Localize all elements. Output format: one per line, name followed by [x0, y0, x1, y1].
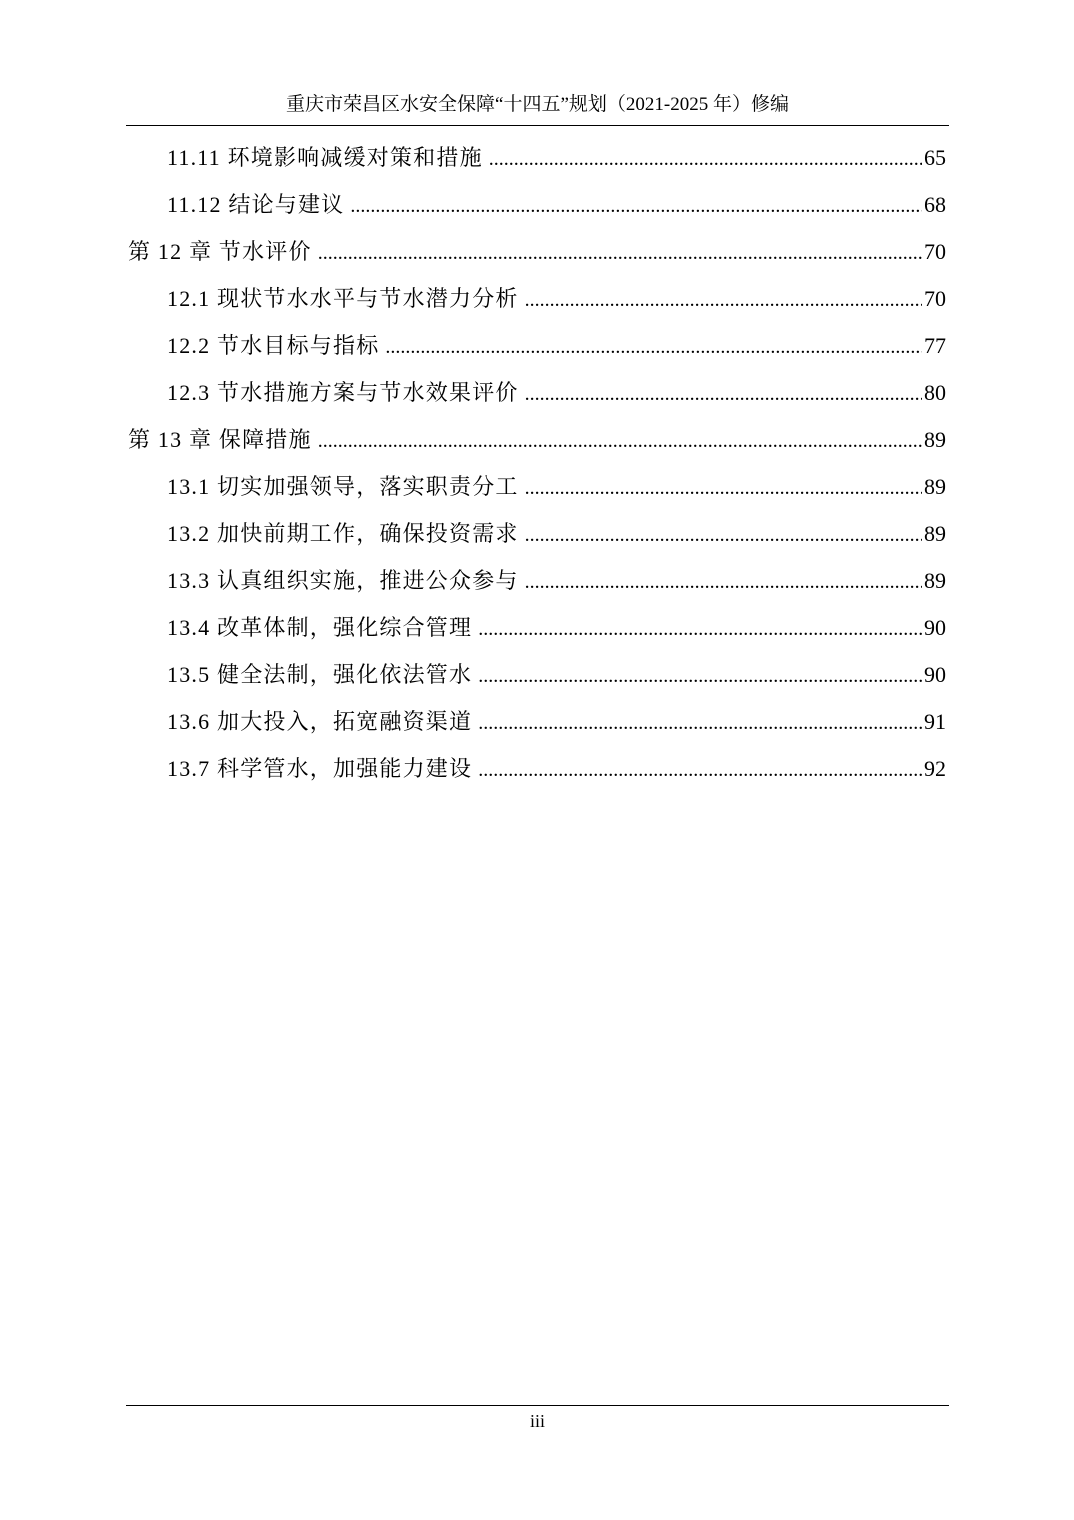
toc-dot-leader	[489, 136, 922, 183]
toc-entry-title: 13.1 切实加强领导，落实职责分工	[167, 474, 519, 499]
toc-entry-title: 13.5 健全法制，强化依法管水	[167, 662, 473, 687]
toc-entry-title: 13.6 加大投入，拓宽融资渠道	[167, 709, 473, 734]
toc-dot-leader	[478, 747, 922, 794]
toc-entry-title: 13.4 改革体制，强化综合管理	[167, 615, 473, 640]
toc-entry-page-number: 90	[924, 662, 946, 687]
footer-divider	[126, 1405, 949, 1406]
header-divider	[126, 125, 949, 126]
toc-dot-leader	[525, 512, 922, 559]
toc-section-entry[interactable]	[126, 369, 946, 416]
toc-section-entry[interactable]	[126, 510, 946, 557]
toc-section-entry[interactable]	[126, 181, 946, 228]
page-number: iii	[529, 1411, 545, 1431]
toc-entry-title: 11.11 环境影响减缓对策和措施	[167, 145, 483, 170]
toc-entry-page-number: 89	[924, 568, 946, 593]
toc-dot-leader	[525, 277, 922, 324]
toc-entry-page-number: 65	[924, 145, 946, 170]
toc-chapter-entry[interactable]	[126, 228, 946, 275]
toc-entry-page-number: 77	[924, 333, 946, 358]
toc-section-entry[interactable]	[126, 604, 946, 651]
toc-entry-title: 12.2 节水目标与指标	[167, 333, 380, 358]
toc-entry-page-number: 80	[924, 380, 946, 405]
toc-dot-leader	[525, 559, 922, 606]
toc-section-entry[interactable]	[126, 698, 946, 745]
table-of-contents	[126, 134, 946, 792]
toc-dot-leader	[318, 418, 922, 465]
toc-entry-title: 第 13 章 保障措施	[128, 427, 312, 452]
toc-dot-leader	[478, 653, 922, 700]
toc-entry-page-number: 92	[924, 756, 946, 781]
toc-dot-leader	[525, 465, 922, 512]
toc-dot-leader	[318, 230, 922, 277]
toc-entry-page-number: 90	[924, 615, 946, 640]
toc-entry-title: 12.3 节水措施方案与节水效果评价	[167, 380, 519, 405]
toc-chapter-entry[interactable]	[126, 416, 946, 463]
page-header-title: 重庆市荣昌区水安全保障“十四五”规划（2021-2025 年）修编	[286, 94, 789, 115]
toc-dot-leader	[478, 606, 922, 653]
toc-entry-page-number: 70	[924, 286, 946, 311]
toc-entry-title: 12.1 现状节水水平与节水潜力分析	[167, 286, 519, 311]
toc-entry-title: 13.3 认真组织实施，推进公众参与	[167, 568, 519, 593]
toc-dot-leader	[525, 371, 922, 418]
toc-entry-page-number: 70	[924, 239, 946, 264]
toc-section-entry[interactable]	[126, 651, 946, 698]
toc-dot-leader	[478, 700, 922, 747]
toc-section-entry[interactable]	[126, 134, 946, 181]
toc-section-entry[interactable]	[126, 275, 946, 322]
toc-entry-page-number: 89	[924, 427, 946, 452]
toc-dot-leader	[350, 183, 922, 230]
toc-section-entry[interactable]	[126, 557, 946, 604]
toc-entry-page-number: 91	[924, 709, 946, 734]
toc-entry-page-number: 89	[924, 474, 946, 499]
toc-section-entry[interactable]	[126, 322, 946, 369]
toc-entry-title: 13.7 科学管水，加强能力建设	[167, 756, 473, 781]
toc-entry-title: 11.12 结论与建议	[167, 192, 345, 217]
toc-section-entry[interactable]	[126, 463, 946, 510]
toc-dot-leader	[385, 324, 922, 371]
toc-entry-page-number: 68	[924, 192, 946, 217]
toc-section-entry[interactable]	[126, 745, 946, 792]
toc-entry-title: 13.2 加快前期工作，确保投资需求	[167, 521, 519, 546]
toc-entry-page-number: 89	[924, 521, 946, 546]
toc-entry-title: 第 12 章 节水评价	[128, 239, 312, 264]
